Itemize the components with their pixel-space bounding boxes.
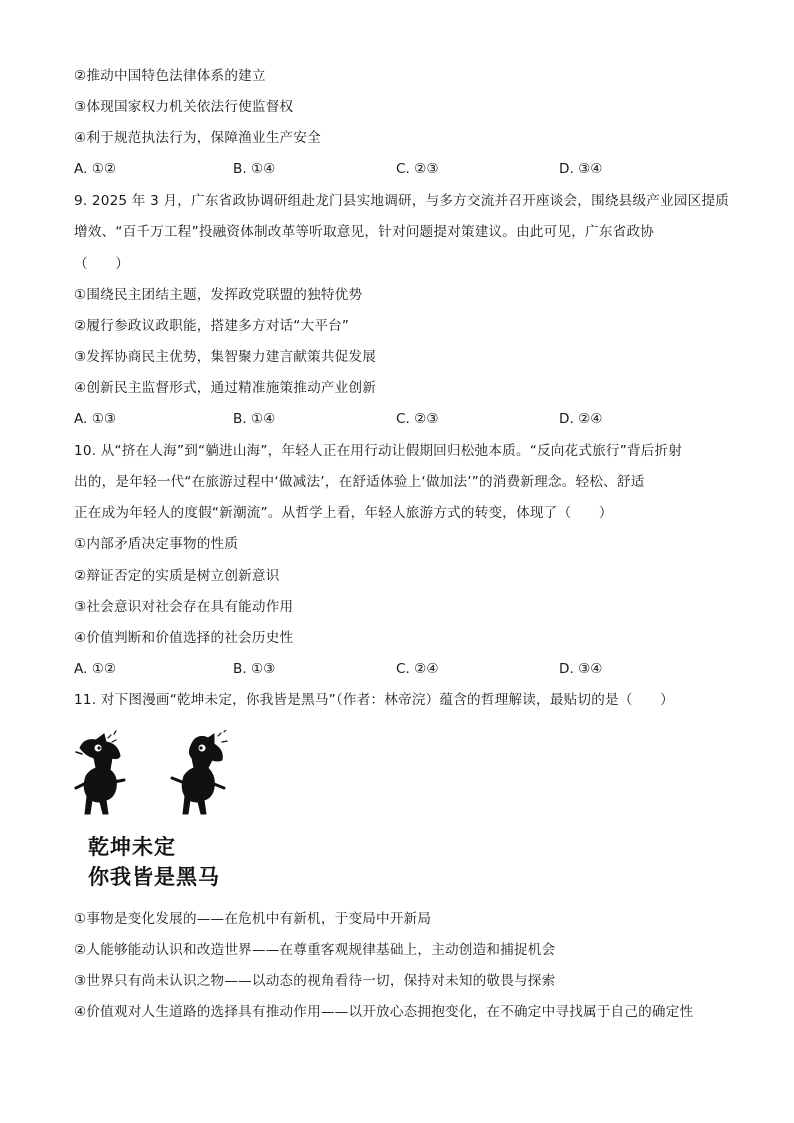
q9-option-1: ①围绕民主团结主题，发挥政党联盟的独特优势 [74,287,363,303]
q9-option-4: ④创新民主监督形式，通过精准施策推动产业创新 [74,380,377,396]
q11-option-3: ③世界只有尚未认识之物——以动态的视角看待一切，保持对未知的敬畏与探索 [74,973,556,989]
q8-choices [74,159,714,179]
q10-stem-line-2: 出的，是年轻一代“在旅游过程中‘做减法’，在舒适体验上‘做加法’”的消费新理念。轻松、舒适 [74,474,645,490]
q10-choice-d: D. ③④ [559,661,603,677]
q8-choice-d: D. ③④ [559,161,603,177]
q9-choice-d: D. ②④ [559,411,603,427]
q9-option-3: ③发挥协商民主优势，集智聚力建言献策共促发展 [74,349,377,365]
q10-option-4: ④价值判断和价值选择的社会历史性 [74,630,294,646]
q8-choice-b: B. ①④ [233,161,276,177]
q9-choice-a: A. ①③ [74,411,117,427]
q8-option-3: ③体现国家权力机关依法行使监督权 [74,99,294,115]
q8-option-4: ④利于规范执法行为，保障渔业生产安全 [74,130,321,146]
q10-stem-line-3: 正在成为年轻人的度假“新潮流”。从哲学上看，年轻人旅游方式的转变，体现了（ ） [74,505,613,521]
q10-choice-b: B. ①③ [233,661,276,677]
left-horse-drawing [76,731,124,814]
cartoon-caption-line-1: 乾坤未定 [88,834,176,859]
cartoon-figure [74,730,230,896]
q9-answer-bracket: （ ） [74,256,130,272]
q8-choice-a: A. ①② [74,161,117,177]
q11-option-4: ④价值观对人生道路的选择具有推动作用——以开放心态拥抱变化，在不确定中寻找属于自己的确定性 [74,1004,694,1020]
q8-option-2: ②推动中国特色法律体系的建立 [74,68,266,84]
right-horse-drawing [172,730,227,814]
q10-stem-line-1: 10. 从“挤在人海”到“躺进山海”，年轻人正在用行动让假期回归松弛本质。“反向花式旅行”背后折射 [74,443,683,459]
q9-choice-b: B. ①④ [233,411,276,427]
q8-choice-c: C. ②③ [396,161,439,177]
q11-stem-line-1: 11. 对下图漫画“乾坤未定，你我皆是黑马”（作者：林帝浣）蕴含的哲理解读，最贴切的是（ ） [74,692,674,708]
q10-option-3: ③社会意识对社会存在具有能动作用 [74,599,294,615]
q11-option-1: ①事物是变化发展的——在危机中有新机，于变局中开新局 [74,911,432,927]
q10-option-1: ①内部矛盾决定事物的性质 [74,536,239,552]
two-horses-illustration [74,730,230,820]
q10-choice-a: A. ①② [74,661,117,677]
q9-stem-line-1: 9. 2025 年 3 月，广东省政协调研组赴龙门县实地调研，与多方交流并召开座谈会，围绕县级产业园区提质 [74,193,730,209]
q9-choices [74,409,714,429]
cartoon-caption-line-2: 你我皆是黑马 [88,864,220,889]
q10-option-2: ②辩证否定的实质是树立创新意识 [74,568,280,584]
q11-option-2: ②人能够能动认识和改造世界——在尊重客观规律基础上，主动创造和捕捉机会 [74,942,556,958]
q10-choices [74,659,714,679]
q9-choice-c: C. ②③ [396,411,439,427]
q9-option-2: ②履行参政议政职能，搭建多方对话“大平台” [74,318,350,334]
q9-stem-line-2: 增效、“百千万工程”投融资体制改革等听取意见，针对问题提对策建议。由此可见，广东省政协 [74,224,655,240]
q10-choice-c: C. ②④ [396,661,439,677]
